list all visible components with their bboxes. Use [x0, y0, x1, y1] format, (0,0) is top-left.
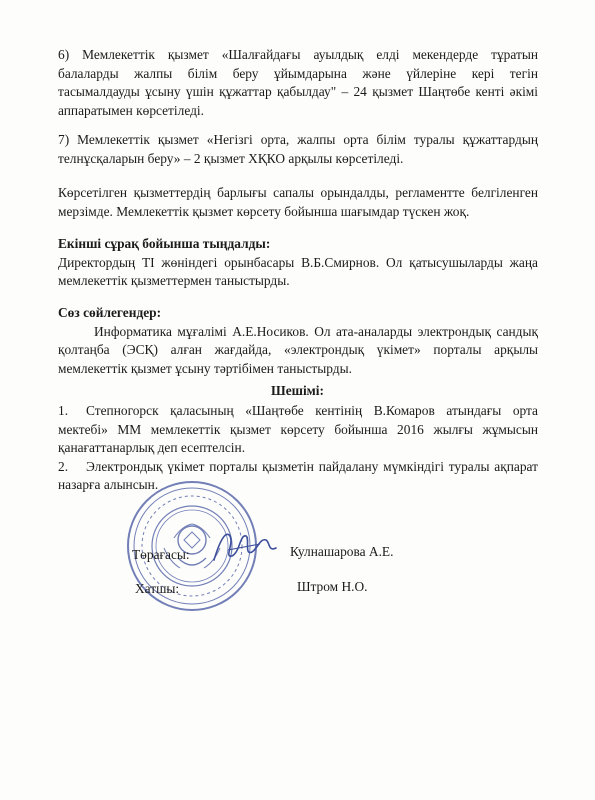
summary-line: Көрсетілген қызметтердің барлығы сапалы орындалды, регламентте белгіленген: [58, 185, 538, 200]
speakers-line: қолтаңба (ЭСҚ) алған жағдайда, «электрондық үкімет» порталы арқылы: [58, 342, 538, 358]
second-question-heading: Екінші сұрақ бойынша тыңдалды:: [58, 236, 271, 251]
decision-item-line: мектебі» ММ мемлекеттік қызмет көрсету бойынша 2016 жылғы жұмысын: [58, 421, 538, 437]
paragraph-7-line: 7) Мемлекеттік қызмет «Негізгі орта, жалпы орта білім туралы құжаттардың: [58, 132, 538, 147]
second-question-line: мемлекеттік қызметтермен таныстырды.: [58, 273, 290, 289]
decision-item-line: Электрондық үкімет порталы қызметін пайдалану мүмкіндігі туралы ақпарат: [86, 458, 538, 474]
decision-item-number: 1.: [58, 403, 69, 418]
signature-scribble-icon: [210, 522, 280, 570]
speakers-line: Информатика мұғалімі А.Е.Носиков. Ол ата-аналарды электрондық сандық: [94, 323, 538, 339]
paragraph-6-line: тасымалдауды ұсыну үшін құжаттар қабылдау" – 24 қызмет Шаңтөбе кенті әкімі: [58, 84, 538, 100]
second-question-line: Директордың ТІ жөніндегі орынбасары В.Б.Смирнов. Ол қатысушыларды жаңа: [58, 254, 538, 270]
decision-item-line: назарға алынсын.: [58, 477, 159, 493]
paragraph-6-line: аппаратымен көрсетіледі.: [58, 102, 204, 118]
speakers-section: [58, 304, 538, 378]
decision-item-line: қанағаттанарлық деп есептелсін.: [58, 440, 246, 456]
paragraph-6-line: балаларды жалпы білім беру ұйымдарына және үйлеріне кері тегін: [58, 65, 538, 81]
summary-line: мерзімде. Мемлекеттік қызмет көрсету бойынша шағымдар түскен жоқ.: [58, 203, 470, 219]
speakers-heading: Сөз сөйлегендер:: [58, 305, 162, 320]
decision-heading: Шешімі:: [271, 383, 324, 398]
secretary-name: Штром Н.О.: [297, 579, 368, 594]
secretary-label: Хатшы:: [135, 581, 180, 596]
decision-item-2: [58, 458, 538, 477]
speakers-line: мемлекеттік қызмет ұсыну тәртібімен таныстырды.: [58, 360, 352, 376]
decision-item-line: Степногорск қаласының «Шаңтөбе кентінің В.Комаров атындағы орта: [86, 403, 538, 418]
paragraph-7: [58, 131, 538, 168]
paragraph-7-line: телнұсқаларын беру» – 2 қызмет ХҚКО арқылы көрсетіледі.: [58, 150, 404, 166]
summary-paragraph: [58, 184, 538, 221]
paragraph-6-line: 6) Мемлекеттік қызмет «Шалғайдағы ауылдық елді мекендерде тұратын: [58, 47, 538, 62]
decision-item-1: [58, 402, 538, 421]
decision-item-number: 2.: [58, 458, 69, 474]
second-question-section: [58, 235, 538, 291]
paragraph-6: [58, 46, 538, 120]
chair-name: Кулнашарова А.Е.: [290, 544, 394, 559]
chair-label: Төрағасы:: [132, 547, 190, 562]
